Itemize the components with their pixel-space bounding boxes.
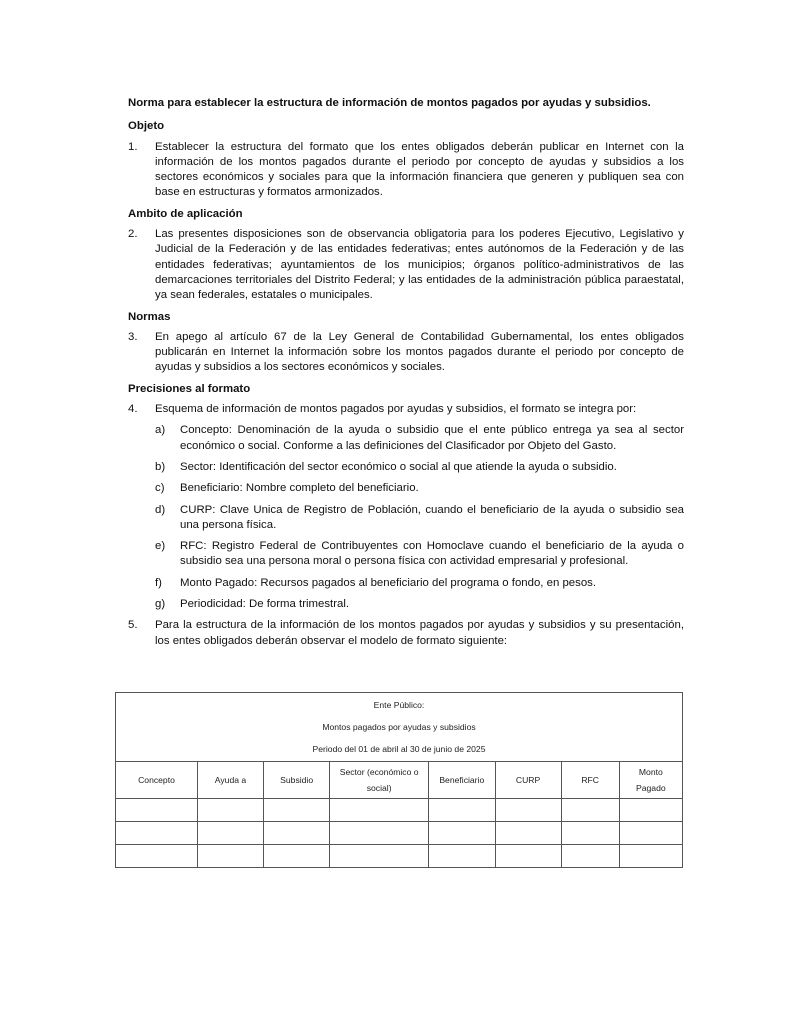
table-cell: [330, 799, 429, 822]
table-cell: [330, 822, 429, 845]
numbered-item-1: [128, 140, 684, 201]
column-header-ayuda: Ayuda a: [197, 762, 263, 799]
subitem-letter: c): [155, 482, 165, 495]
subitem-text: CURP: Clave Unica de Registro de Población, cuando el beneficiario de la ayuda o subsidio sea una persona física.: [180, 503, 684, 531]
section-heading-ambito: Ambito de aplicación: [128, 207, 243, 220]
subitem-d: [155, 503, 684, 534]
table-cell: [561, 845, 619, 868]
item-number: 5.: [128, 619, 138, 632]
subitem-e: [155, 539, 684, 570]
table-cell: [619, 822, 682, 845]
item-number: 1.: [128, 140, 138, 153]
table-cell: [197, 799, 263, 822]
table-cell: [619, 845, 682, 868]
table-cell: [495, 845, 561, 868]
subitem-text: Monto Pagado: Recursos pagados al beneficiario del programa o fondo, en pesos.: [180, 576, 597, 589]
table-row: [116, 822, 683, 845]
numbered-item-4: [128, 402, 684, 417]
subitem-c: [155, 481, 684, 496]
table-cell: [561, 799, 619, 822]
section-heading-objeto: Objeto: [128, 120, 165, 133]
subitem-text: Beneficiario: Nombre completo del beneficiario.: [180, 482, 419, 495]
subitem-letter: f): [155, 576, 162, 589]
table-cell: [264, 845, 330, 868]
column-header-concepto: Concepto: [116, 762, 198, 799]
format-header-cell: [116, 693, 683, 762]
subitem-letter: a): [155, 424, 166, 437]
column-header-row: [116, 762, 683, 799]
format-header-title: Montos pagados por ayudas y subsidios: [322, 722, 476, 732]
subitem-text: Sector: Identificación del sector económico o social al que atiende la ayuda o subsidio.: [180, 460, 617, 473]
table-cell: [619, 799, 682, 822]
item-number: 2.: [128, 228, 138, 241]
table-row: [116, 799, 683, 822]
subitem-letter: g): [155, 598, 166, 611]
table-cell: [429, 845, 496, 868]
document-title: Norma para establecer la estructura de información de montos pagados por ayudas y subsidios.: [128, 97, 651, 109]
numbered-item-5: [128, 618, 684, 649]
section-heading-precisiones: Precisiones al formato: [128, 382, 251, 395]
table-cell: [561, 822, 619, 845]
subitem-text: RFC: Registro Federal de Contribuyentes con Homoclave cuando el beneficiario de la ayuda o subsidio sea una persona moral o persona física con actividad empresarial y profesional.: [180, 540, 684, 568]
document-body: [128, 96, 684, 655]
section-heading-normas: Normas: [128, 310, 171, 323]
table-cell: [264, 799, 330, 822]
table-cell: [429, 799, 496, 822]
subitem-letter: b): [155, 460, 166, 473]
table-cell: [197, 822, 263, 845]
item-text: Esquema de información de montos pagados por ayudas y subsidios, el formato se integra por:: [155, 403, 637, 416]
table-cell: [495, 799, 561, 822]
numbered-item-3: [128, 330, 684, 376]
subitem-text: Periodicidad: De forma trimestral.: [180, 598, 350, 611]
column-header-monto-pagado: Monto Pagado: [619, 762, 682, 799]
subitem-text: Concepto: Denominación de la ayuda o subsidio que el ente público entrega ya sea al sector económico o social. Conforme a las definiciones del Clasificador por Objeto del Gasto.: [180, 424, 684, 452]
column-header-subsidio: Subsidio: [264, 762, 330, 799]
subitem-letter: e): [155, 540, 166, 553]
table-cell: [330, 845, 429, 868]
item-text: Para la estructura de la información de los montos pagados por ayudas y subsidios y su presentación, los entes obligados deberán observar el modelo de formato siguiente:: [155, 619, 684, 647]
subitem-a: [155, 423, 684, 454]
table-cell: [429, 822, 496, 845]
column-header-sector: Sector (económico o social): [330, 762, 429, 799]
subitem-letter: d): [155, 503, 166, 516]
table-row: [116, 845, 683, 868]
format-header-row: [116, 693, 683, 762]
table-cell: [264, 822, 330, 845]
table-cell: [116, 845, 198, 868]
table-cell: [197, 845, 263, 868]
numbered-item-2: [128, 227, 684, 303]
subitem-b: [155, 460, 684, 475]
item-text: Establecer la estructura del formato que los entes obligados deberán publicar en Internet con la información de los montos pagados durante el periodo por concepto de ayudas y subsidios a los sectores económicos y sociales para que la información financiera que generen y publiquen sea con base en estructuras y formatos armonizados.: [155, 140, 684, 199]
table-cell: [116, 799, 198, 822]
column-header-curp: CURP: [495, 762, 561, 799]
table-cell: [116, 822, 198, 845]
format-header-entity: Ente Público:: [373, 700, 425, 710]
subitem-g: [155, 597, 684, 612]
table-cell: [495, 822, 561, 845]
item-text: En apego al artículo 67 de la Ley General de Contabilidad Gubernamental, los entes obligados publicarán en Internet la información sobre los montos pagados durante el periodo por concepto de ayudas y subsidios a los sectores económicos y sociales.: [155, 330, 684, 374]
column-header-beneficiario: Beneficiario: [429, 762, 496, 799]
item-number: 4.: [128, 403, 138, 416]
item-text: Las presentes disposiciones son de observancia obligatoria para los poderes Ejecutivo, Legislativo y Judicial de la Federación y de las entidades federativas; entes autónomos de la Federación y de las entidades federativas; ayuntamientos de los municipios; órganos político-administrativos de las demarcaciones territoriales del Distrito Federal; y las entidades de la administración pública paraestatal, ya sean federales, estatales o municipales.: [155, 228, 684, 302]
item-number: 3.: [128, 330, 138, 343]
format-table: [115, 692, 683, 868]
format-header-period: Periodo del 01 de abril al 30 de junio de 2025: [312, 744, 486, 754]
column-header-rfc: RFC: [561, 762, 619, 799]
subitem-f: [155, 576, 684, 591]
